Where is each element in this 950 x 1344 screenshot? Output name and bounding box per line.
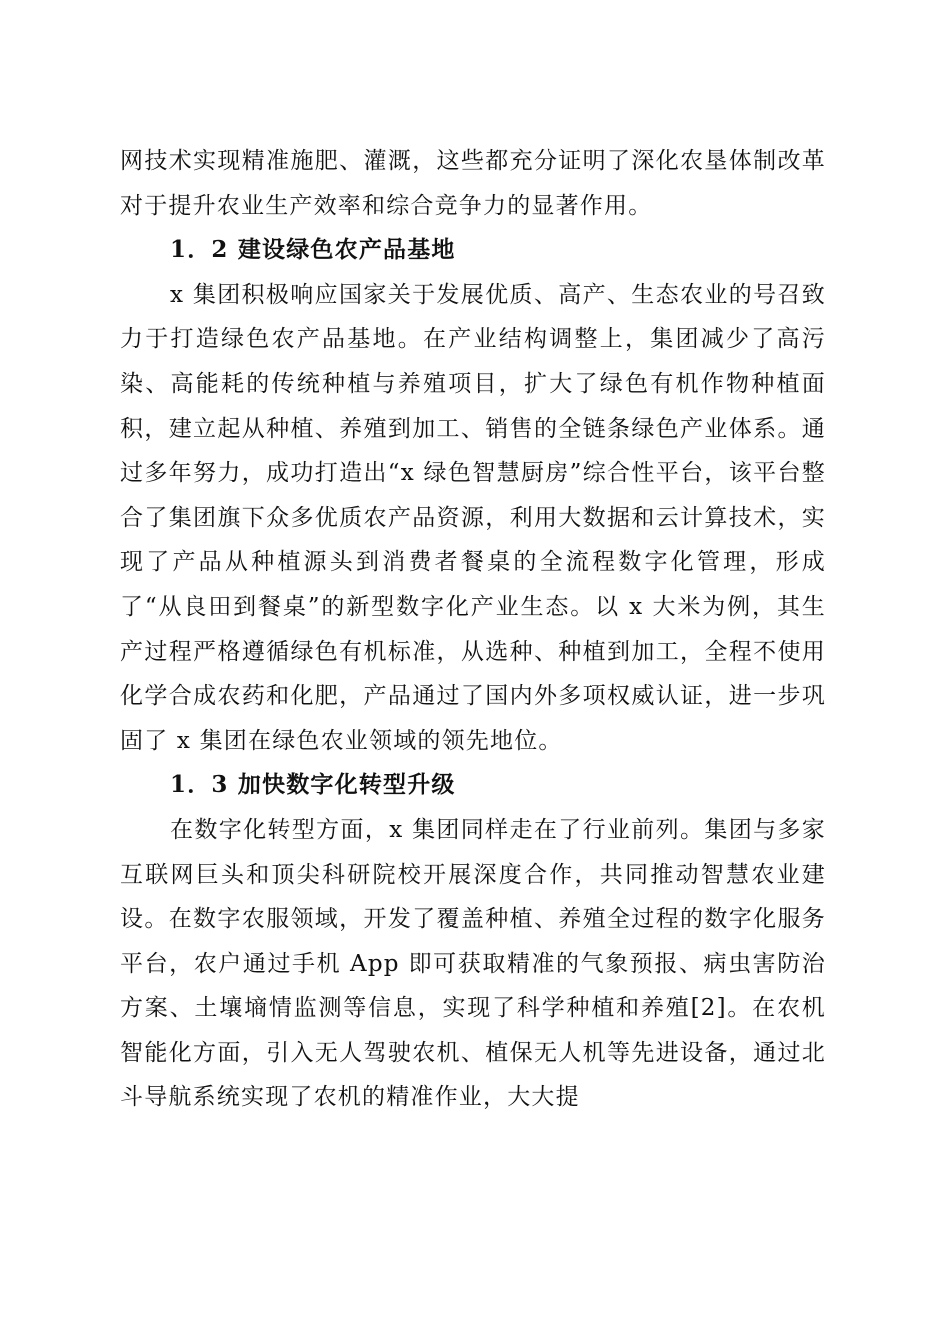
document-body — [120, 139, 826, 1120]
section-heading-1-2: 1．2 建设绿色农产品基地 — [170, 236, 456, 264]
paragraph-green-base: x 集团积极响应国家关于发展优质、高产、生态农业的号召致力于打造绿色农产品基地。在产业结构调整上，集团减少了高污染、高能耗的传统种植与养殖项目，扩大了绿色有机作物种植面积，建立起从种植、养殖到加工、销售的全链条绿色产业体系。通过多年努力，成功打造出“x 绿色智慧厨房”综合性平台，该平台整合了集团旗下众多优质农产品资源，利用大数据和云计算技术，实现了产品从种植源头到消费者餐桌的全流程数字化管理，形成了“从良田到餐桌”的新型数字化产业生态。以 x 大米为例，其生产过程严格遵循绿色有机标准，从选种、种植到加工，全程不使用化学合成农药和化肥，产品通过了国内外多项权威认证，进一步巩固了 x 集团在绿色农业领域的领先地位。 — [120, 281, 826, 754]
paragraph-digital-transformation: 在数字化转型方面，x 集团同样走在了行业前列。集团与多家互联网巨头和顶尖科研院校开展深度合作，共同推动智慧农业建设。在数字农服领域，开发了覆盖种植、养殖全过程的数字化服务平台，农户通过手机 App 即可获取精准的气象预报、病虫害防治方案、土壤墒情监测等信息，实现了科学种植和养殖[2]。在农机智能化方面，引入无人驾驶农机、植保无人机等先进设备，通过北斗导航系统实现了农机的精准作业，大大提 — [120, 816, 826, 1111]
section-heading-1-3: 1．3 加快数字化转型升级 — [170, 771, 456, 799]
paragraph-continuation: 网技术实现精准施肥、灌溉，这些都充分证明了深化农垦体制改革对于提升农业生产效率和综合竞争力的显著作用。 — [120, 148, 826, 219]
